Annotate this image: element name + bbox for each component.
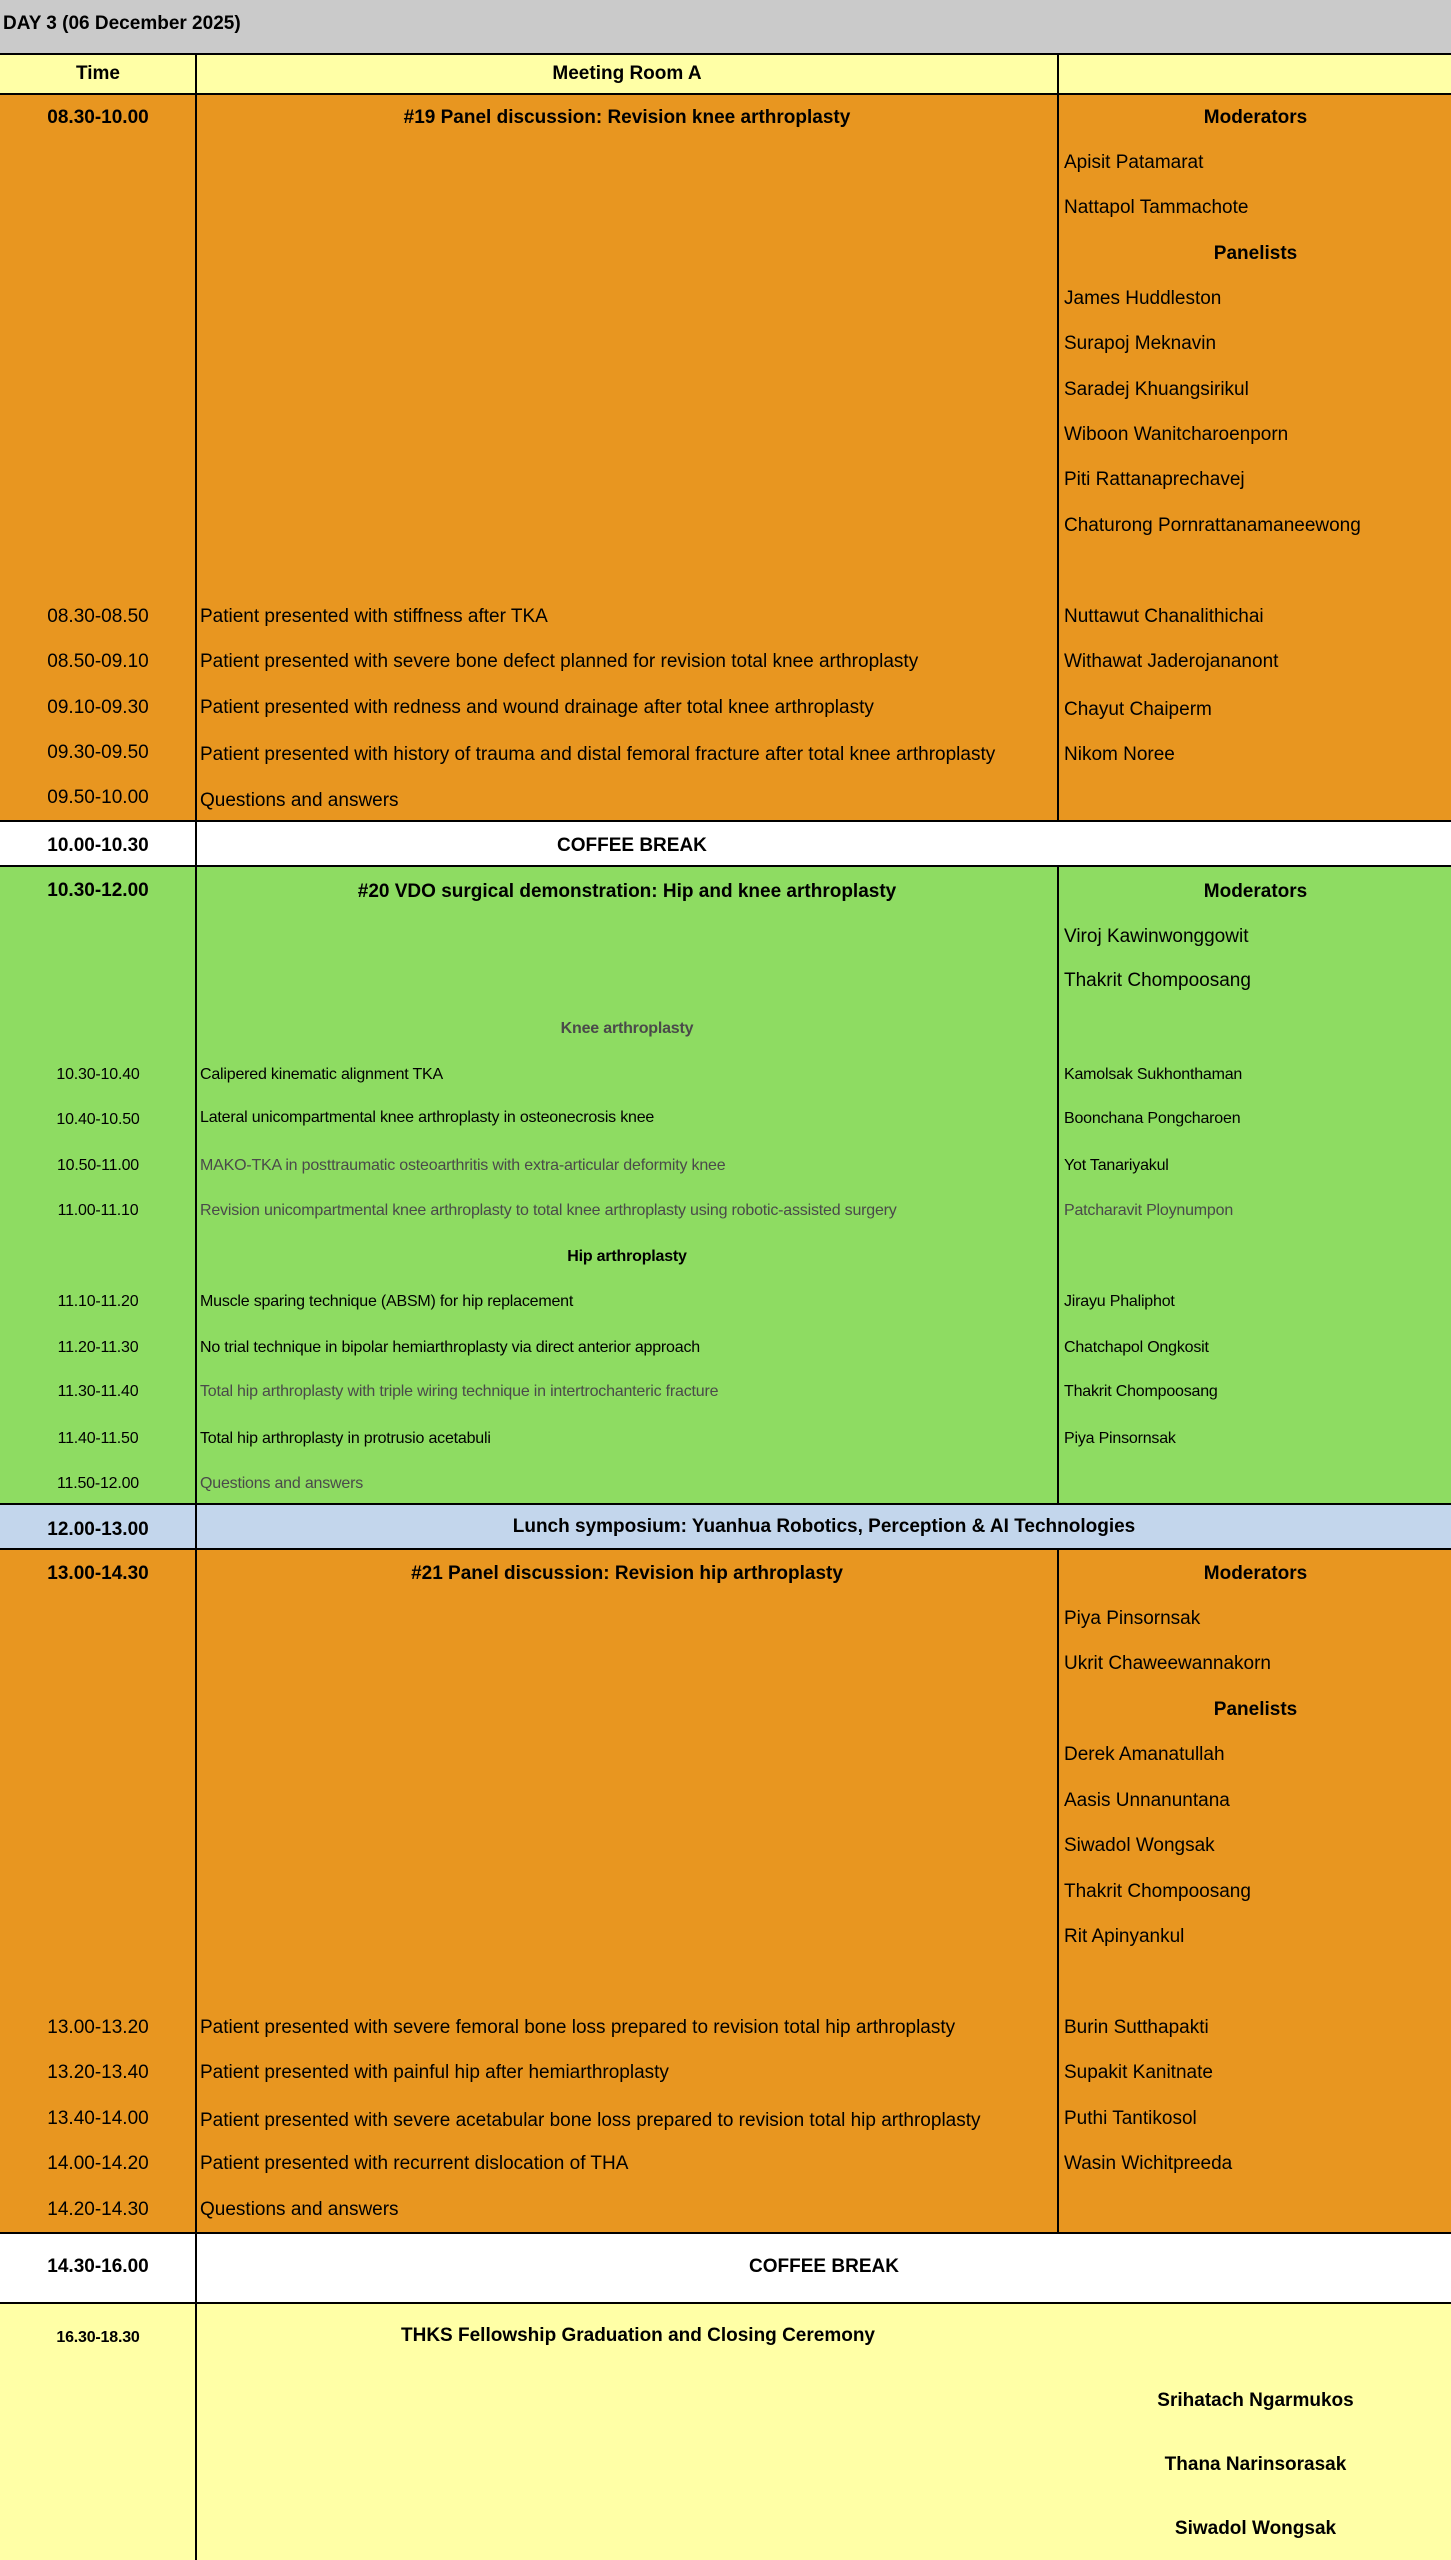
row-time: 13.20-13.40 (47, 2062, 149, 2083)
grid-line (1057, 866, 1059, 1504)
panelist-name: Thakrit Chompoosang (1064, 1881, 1251, 1902)
row-topic: Revision unicompartmental knee arthroplasty to total knee arthroplasty using robotic-assisted surgery (200, 1202, 897, 1219)
row-topic: Patient presented with history of trauma and distal femoral fracture after total knee arthroplasty (200, 744, 996, 765)
moderators-label: Moderators (1203, 1563, 1308, 1584)
grid-line (0, 2302, 1451, 2304)
grid-line (0, 1503, 1451, 1505)
lunch-label: Lunch symposium: Yuanhua Robotics, Perception & AI Technologies (512, 1516, 1136, 1537)
panelist-name: Derek Amanatullah (1064, 1744, 1225, 1765)
session-time: 13.00-14.30 (47, 1563, 149, 1584)
row-time: 11.00-11.10 (57, 1202, 139, 1219)
row-topic: Patient presented with severe bone defect planned for revision total knee arthroplasty (200, 651, 919, 672)
row-time: 13.40-14.00 (47, 2108, 149, 2129)
session-20-block (0, 866, 1451, 1504)
row-topic: MAKO-TKA in posttraumatic osteoarthritis with extra-articular deformity knee (200, 1157, 726, 1174)
row-topic: Questions and answers (200, 1475, 364, 1492)
closing-title: THKS Fellowship Graduation and Closing Ceremony (401, 2325, 875, 2346)
moderator-name: Viroj Kawinwonggowit (1064, 926, 1249, 947)
row-speaker: Chayut Chaiperm (1064, 699, 1212, 720)
row-speaker: Piya Pinsornsak (1064, 1430, 1176, 1447)
panelist-name: Aasis Unnanuntana (1064, 1790, 1230, 1811)
row-speaker: Jirayu Phaliphot (1064, 1293, 1175, 1310)
grid-line (0, 1548, 1451, 1550)
row-speaker: Nikom Noree (1064, 744, 1175, 765)
row-topic: Questions and answers (200, 2199, 399, 2220)
panelist-name: James Huddleston (1064, 288, 1222, 309)
row-speaker: Yot Tanariyakul (1064, 1157, 1169, 1174)
row-topic: Lateral unicompartmental knee arthroplasty in osteonecrosis knee (200, 1109, 655, 1126)
subsection-label: Hip arthroplasty (567, 1248, 687, 1265)
break-label: COFFEE BREAK (749, 2256, 899, 2277)
row-time: 11.10-11.20 (57, 1293, 139, 1310)
moderator-name: Thakrit Chompoosang (1064, 970, 1251, 991)
row-speaker: Supakit Kanitnate (1064, 2062, 1213, 2083)
row-time: 08.50-09.10 (47, 651, 149, 672)
panelist-name: Piti Rattanaprechavej (1064, 469, 1245, 490)
grid-line (1057, 54, 1059, 821)
row-time: 11.30-11.40 (57, 1383, 139, 1400)
break-time: 10.00-10.30 (47, 835, 149, 856)
row-topic: Total hip arthroplasty with triple wiring technique in intertrochanteric fracture (200, 1383, 719, 1400)
panelist-name: Saradej Khuangsirikul (1064, 379, 1249, 400)
row-time: 10.40-10.50 (56, 1111, 140, 1128)
closing-name: Siwadol Wongsak (1174, 2518, 1337, 2539)
break-time: 14.30-16.00 (47, 2256, 149, 2277)
row-time: 10.50-11.00 (56, 1157, 140, 1174)
lunch-time: 12.00-13.00 (47, 1519, 149, 1540)
closing-name: Srihatach Ngarmukos (1157, 2390, 1354, 2411)
row-time: 08.30-08.50 (47, 606, 149, 627)
row-speaker: Kamolsak Sukhonthaman (1064, 1066, 1243, 1083)
row-topic: Patient presented with recurrent dislocation of THA (200, 2153, 629, 2174)
row-speaker: Patcharavit Ploynumpon (1064, 1202, 1234, 1219)
coffee-break-1-row (0, 821, 1451, 866)
row-time: 11.50-12.00 (56, 1475, 140, 1492)
row-time: 09.30-09.50 (47, 742, 149, 763)
closing-time: 16.30-18.30 (56, 2329, 140, 2346)
row-speaker: Boonchana Pongcharoen (1064, 1110, 1241, 1127)
session-title: #20 VDO surgical demonstration: Hip and knee arthroplasty (357, 881, 897, 902)
row-topic: Patient presented with severe acetabular bone loss prepared to revision total hip arthroplasty (200, 2110, 981, 2131)
day-title: DAY 3 (06 December 2025) (3, 13, 241, 34)
row-time: 14.00-14.20 (47, 2153, 149, 2174)
subsection-label: Knee arthroplasty (560, 1020, 694, 1037)
row-time: 10.30-10.40 (56, 1066, 140, 1083)
session-time: 10.30-12.00 (47, 880, 149, 901)
break-label: COFFEE BREAK (557, 835, 707, 856)
panelist-name: Siwadol Wongsak (1064, 1835, 1215, 1856)
grid-line (0, 93, 1451, 95)
session-title: #19 Panel discussion: Revision knee arthroplasty (403, 107, 851, 128)
panelist-name: Rit Apinyankul (1064, 1926, 1185, 1947)
row-speaker: Wasin Wichitpreeda (1064, 2153, 1233, 2174)
row-time: 11.40-11.50 (57, 1430, 139, 1447)
moderators-label: Moderators (1203, 107, 1308, 128)
grid-line (1057, 1549, 1059, 2233)
closing-name: Thana Narinsorasak (1164, 2454, 1347, 2475)
row-topic: Patient presented with severe femoral bone loss prepared to revision total hip arthroplasty (200, 2017, 956, 2038)
header-time: Time (75, 63, 120, 84)
row-topic: Patient presented with painful hip after hemiarthroplasty (200, 2062, 669, 2083)
panelists-label: Panelists (1213, 243, 1298, 264)
row-time: 09.50-10.00 (47, 787, 149, 808)
grid-line (0, 820, 1451, 822)
grid-line (0, 53, 1451, 55)
row-time: 14.20-14.30 (47, 2199, 149, 2220)
row-topic: Calipered kinematic alignment TKA (200, 1066, 444, 1083)
row-speaker: Thakrit Chompoosang (1064, 1383, 1218, 1400)
grid-line (0, 2232, 1451, 2234)
header-room: Meeting Room A (552, 63, 702, 84)
row-topic: Patient presented with redness and wound drainage after total knee arthroplasty (200, 697, 874, 718)
row-speaker: Burin Sutthapakti (1064, 2017, 1209, 2038)
row-topic: Questions and answers (200, 790, 399, 811)
moderators-label: Moderators (1203, 881, 1308, 902)
row-time: 13.00-13.20 (47, 2017, 149, 2038)
panelists-label: Panelists (1213, 1699, 1298, 1720)
row-topic: Patient presented with stiffness after TKA (200, 606, 548, 627)
grid-line (0, 865, 1451, 867)
row-speaker: Withawat Jaderojananont (1064, 651, 1279, 672)
session-title: #21 Panel discussion: Revision hip arthroplasty (411, 1563, 843, 1584)
row-time: 11.20-11.30 (57, 1339, 139, 1356)
row-speaker: Chatchapol Ongkosit (1064, 1339, 1209, 1356)
row-topic: Total hip arthroplasty in protrusio acetabuli (200, 1430, 491, 1447)
moderator-name: Piya Pinsornsak (1064, 1608, 1201, 1629)
row-speaker: Puthi Tantikosol (1064, 2108, 1197, 2129)
moderator-name: Apisit Patamarat (1064, 152, 1204, 173)
row-speaker: Nuttawut Chanalithichai (1064, 606, 1264, 627)
panelist-name: Wiboon Wanitcharoenporn (1064, 424, 1289, 445)
panelist-name: Chaturong Pornrattanamaneewong (1064, 515, 1361, 536)
row-time: 09.10-09.30 (47, 697, 149, 718)
row-topic: Muscle sparing technique (ABSM) for hip replacement (200, 1293, 574, 1310)
panelist-name: Surapoj Meknavin (1064, 333, 1217, 354)
row-topic: No trial technique in bipolar hemiarthroplasty via direct anterior approach (200, 1339, 700, 1356)
session-time: 08.30-10.00 (47, 107, 149, 128)
moderator-name: Nattapol Tammachote (1064, 197, 1249, 218)
moderator-name: Ukrit Chaweewannakorn (1064, 1653, 1271, 1674)
